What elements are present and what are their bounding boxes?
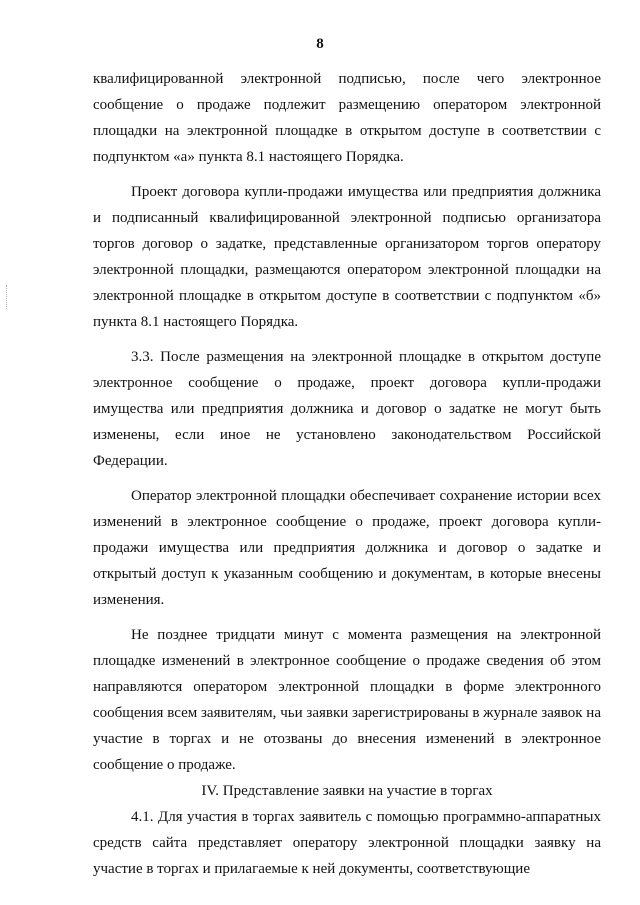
section-heading: IV. Представление заявки на участие в торгах (201, 783, 493, 799)
scan-artifact (6, 285, 9, 309)
document-body (93, 66, 601, 882)
paragraph-operator-history: Оператор электронной площадки обеспечивает сохранение истории всех изменений в электронное сообщение о продаже, проект договора купли-продажи имущества или предприятия должника и договор о задатке и открытый доступ к указанным сообщению и документам, в которые внесены изменения. (93, 488, 601, 608)
paragraph-3-3: 3.3. После размещения на электронной площадке в открытом доступе электронное сообщение о продаже, проект договора купли-продажи имущества или предприятия должника и договор о задатке не могут быть изменены, если иное не установлено законодательством Российской Федерации. (93, 349, 601, 469)
paragraph-4-1: 4.1. Для участия в торгах заявитель с помощью программно-аппаратных средств сайта представляет оператору электронной площадки заявку на участие в торгах и прилагаемые к ней документы, соответствующие (93, 809, 601, 877)
paragraph-notification: Не позднее тридцати минут с момента размещения на электронной площадке изменений в электронное сообщение о продаже сведения об этом направляются оператором электронной площадки в форме электронного сообщения всем заявителям, чьи заявки зарегистрированы в журнале заявок на участие в торгах и не отозваны до внесения изменений в электронное сообщение о продаже. (93, 627, 601, 773)
page-number: 8 (316, 36, 324, 52)
paragraph-continuation: квалифицированной электронной подписью, после чего электронное сообщение о продаже подлежит размещению оператором электронной площадки на электронной площадке в открытом доступе в соответствии с подпунктом «а» пункта 8.1 настоящего Порядка. (93, 71, 601, 165)
paragraph-draft-contract: Проект договора купли-продажи имущества или предприятия должника и подписанный квалифицированной электронной подписью организатора торгов договор о задатке, представленные организатором торгов оператору электронной площадки, размещаются оператором электронной площадки на электронной площадке в открытом доступе в соответствии с подпунктом «б» пункта 8.1 настоящего Порядка. (93, 184, 601, 330)
